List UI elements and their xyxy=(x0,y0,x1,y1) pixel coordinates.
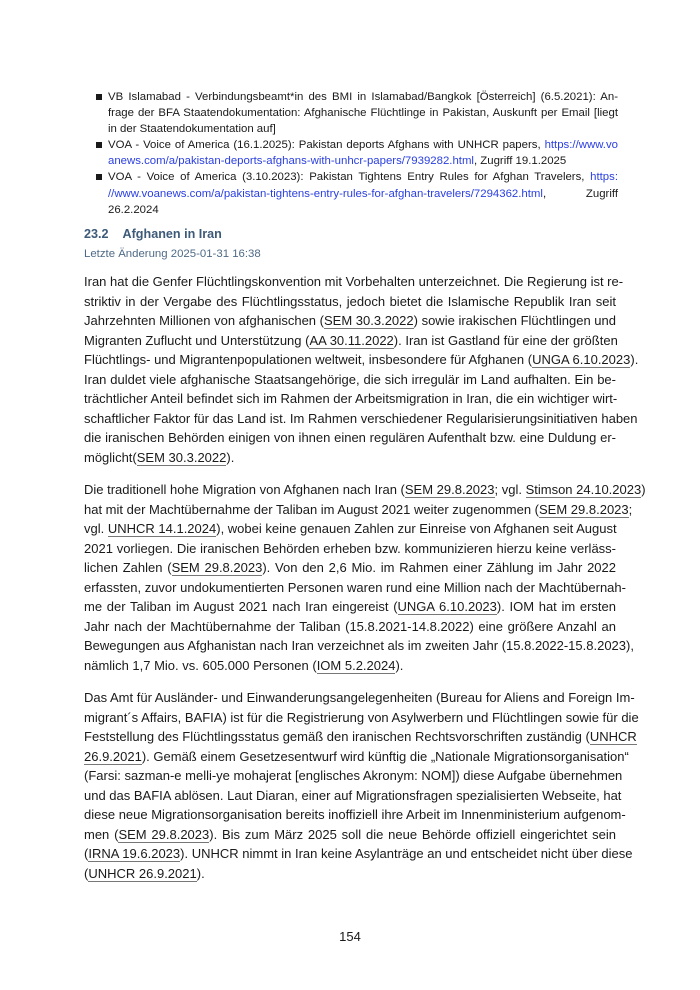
text-line xyxy=(84,428,616,448)
text-segment: ), wobei keine genauen Zahlen zur Einreise von Afghanen seit August xyxy=(216,521,617,536)
text-segment: ) sowie irakischen Flüchtlingen und xyxy=(413,313,616,328)
text-segment: ). Von den 2,6 Mio. im Rahmen einer Zählung im Jahr 2022 xyxy=(262,560,616,575)
text-segment: ). Gemäß einem Gesetzesentwurf wird künftig die „Nationale Migrationsorganisation“ xyxy=(141,748,629,764)
text-line xyxy=(84,786,622,806)
citation-link[interactable]: SEM 29.8.2023 xyxy=(539,501,629,517)
text-segment: Jahrzehnten Millionen von afghanischen ( xyxy=(84,313,324,328)
text-segment: ). IOM hat im ersten xyxy=(496,599,616,614)
text-line xyxy=(84,636,634,656)
page-number: 154 xyxy=(339,929,361,944)
text-segment: ). xyxy=(395,657,404,673)
text-line xyxy=(84,578,626,598)
bullet-square-icon xyxy=(96,94,102,100)
text-segment: ; xyxy=(628,501,633,517)
text-line xyxy=(84,272,624,292)
url-link[interactable]: https://www.vo xyxy=(544,139,618,152)
citation-link[interactable]: UNHCR 26.9.2021 xyxy=(88,865,197,881)
text-line xyxy=(84,844,633,864)
text-segment: Flüchtlings- und Migrantenpopulationen weltweit, insbesondere für Afghanen ( xyxy=(84,352,533,367)
text-line xyxy=(84,805,626,825)
bullet-square-icon xyxy=(96,174,102,180)
text-segment: VB Islamabad - Verbindungsbeamt*in des BMI in Islamabad/Bangkok [Österreich] (6.5.2021): An- xyxy=(108,91,618,103)
text-segment: möglicht( xyxy=(84,449,137,465)
text-line xyxy=(84,825,616,845)
text-line xyxy=(84,500,633,520)
text-segment: Das Amt für Ausländer- und Einwanderungsangelegenheiten (Bureau for Aliens and Foreign Im- xyxy=(84,690,635,705)
text-line xyxy=(84,688,635,708)
url-link[interactable]: anews.com/a/pakistan-deports-afghans-with-unhcr-papers/7939282.html xyxy=(108,155,474,168)
text-segment: ). Iran ist Gastland für eine der größten xyxy=(393,332,618,348)
text-segment: ( xyxy=(84,846,89,861)
text-line xyxy=(84,480,646,500)
text-line xyxy=(84,389,616,409)
text-line xyxy=(84,448,616,468)
text-segment: Iran duldet viele afghanische Staatsangehörige, die sich irregulär im Land aufhalten. Ein be- xyxy=(84,371,616,387)
text-line xyxy=(108,137,618,153)
text-segment: Iran hat die Genfer Flüchtlingskonvention mit Vorbehalten unterzeichnet. Die Regierung ist re- xyxy=(84,274,624,289)
text-segment: VOA - Voice of America (3.10.2023): Pakistan Tightens Entry Rules for Afghan Travelers, xyxy=(108,171,591,184)
paragraph xyxy=(84,272,639,467)
text-segment: erfassten, zuvor undokumentierten Personen waren rund eine Million nach der Machtübernah- xyxy=(84,579,626,595)
text-segment: nämlich 1,7 Mio. vs. 605.000 Personen ( xyxy=(84,657,317,673)
text-line xyxy=(84,409,638,429)
text-line xyxy=(84,558,616,578)
citation-link[interactable]: IRNA 19.6.2023 xyxy=(88,846,181,861)
text-segment: ). xyxy=(226,449,235,465)
citation-link[interactable]: Stimson 24.10.2023 xyxy=(525,482,642,497)
text-segment: migrant´s Affairs, BAFIA) ist für die Registrierung von Asylwerbern und Flüchtlingen sowie für die xyxy=(84,709,639,725)
list-item xyxy=(96,89,618,137)
text-line xyxy=(108,105,618,121)
text-line xyxy=(84,766,623,786)
citation-link[interactable]: SEM 29.8.2023 xyxy=(118,826,210,842)
text-segment: ). xyxy=(630,352,639,367)
text-segment: Bewegungen aus Afghanistan nach Iran verzeichnet als im zweiten Jahr (15.8.2022-15.8.2023), xyxy=(84,638,634,653)
text-segment: ; vgl. xyxy=(494,482,526,497)
citation-link[interactable]: SEM 29.8.2023 xyxy=(171,560,263,575)
text-line xyxy=(84,597,616,617)
text-line xyxy=(84,350,639,370)
citation-link[interactable]: UNGA 6.10.2023 xyxy=(532,352,631,367)
text-segment: men ( xyxy=(84,826,119,842)
text-line xyxy=(108,153,618,169)
source-list xyxy=(96,89,618,218)
text-segment: ). Bis zum März 2025 soll die neue Behörde offiziell eingerichtet sein xyxy=(209,826,616,842)
section-number: 23.2 xyxy=(84,227,109,241)
text-line xyxy=(84,539,616,559)
text-line xyxy=(84,727,637,747)
citation-link[interactable]: AA 30.11.2022 xyxy=(309,332,394,348)
list-item xyxy=(96,169,618,217)
text-segment: 26.2.2024 xyxy=(108,203,159,216)
text-line xyxy=(84,656,616,676)
section-heading xyxy=(84,227,222,241)
list-item xyxy=(96,137,618,169)
last-changed: Letzte Änderung 2025-01-31 16:38 xyxy=(84,248,261,260)
citation-link[interactable]: SEM 29.8.2023 xyxy=(404,482,495,497)
citation-link[interactable]: SEM 30.3.2022 xyxy=(136,449,227,465)
text-line xyxy=(84,519,616,539)
text-line xyxy=(84,864,616,884)
citation-link[interactable]: UNGA 6.10.2023 xyxy=(397,599,497,614)
text-line xyxy=(108,169,618,185)
text-line xyxy=(84,708,639,728)
text-segment: Feststellung des Flüchtlingsstatus gemäß den iranischen Rechtsvorschriften zuständig ( xyxy=(84,729,590,744)
citation-link[interactable]: SEM 30.3.2022 xyxy=(323,313,414,328)
text-segment: ). xyxy=(196,865,205,881)
text-segment: in der Staatendokumentation auf] xyxy=(108,123,276,136)
section-title: Afghanen in Iran xyxy=(122,227,222,241)
text-segment: und das BAFIA ablösen. Laut Diaran, einer auf Migrationsfragen spezialisierten Webseite, hat xyxy=(84,787,622,803)
text-line xyxy=(108,121,618,137)
text-segment: Die traditionell hohe Migration von Afghanen nach Iran ( xyxy=(84,482,405,497)
text-line xyxy=(108,202,618,218)
text-segment: striktiv in der Vergabe des Flüchtlingsstatus, jedoch bietet die Islamische Republik Iran seit xyxy=(84,293,616,309)
citation-link[interactable]: UNHCR 14.1.2024 xyxy=(107,521,217,536)
text-segment: schaftlicher Faktor für das Land ist. Im Rahmen verschiedener Regularisierungsinitiativen haben xyxy=(84,410,638,426)
text-segment: frage der BFA Staatendokumentation: Afghanische Flüchtlinge in Pakistan, Auskunft per Email [liegt xyxy=(108,107,618,120)
text-segment: Migranten Zuflucht und Unterstützung ( xyxy=(84,332,310,348)
citation-link[interactable]: UNHCR xyxy=(589,729,637,744)
url-link[interactable]: https: xyxy=(590,171,618,184)
citation-link[interactable]: 26.9.2021 xyxy=(84,748,142,764)
url-link[interactable]: //www.voanews.com/a/pakistan-tightens-entry-rules-for-afghan-travelers/7294362.html xyxy=(108,187,543,200)
text-segment: vgl. xyxy=(84,521,108,536)
text-segment: die iranischen Behörden einigen von ihnen einen regulären Aufenthalt bzw. eine Duldung er- xyxy=(84,430,616,445)
text-line xyxy=(84,311,616,331)
text-segment: 2021 vorliegen. Die iranischen Behörden erheben bzw. kommunizieren hierzu keine verläss- xyxy=(84,540,616,556)
text-line xyxy=(84,331,616,351)
text-segment: ( xyxy=(84,865,89,881)
text-segment: , Zugriff xyxy=(542,187,618,200)
section-body xyxy=(84,272,646,896)
text-segment: ). UNHCR nimmt in Iran keine Asylanträge an und entscheidet nicht über diese xyxy=(180,846,633,861)
text-segment: lichen Zahlen ( xyxy=(84,560,172,575)
text-segment: (Farsi: sazman-e melli-ye mohajerat [englisches Akronym: NOM]) diese Aufgabe übernehmen xyxy=(84,768,623,783)
text-segment: VOA - Voice of America (16.1.2025): Pakistan deports Afghans with UNHCR papers, xyxy=(108,139,545,152)
paragraph xyxy=(84,480,646,675)
text-line xyxy=(84,370,616,390)
text-segment: , Zugriff 19.1.2025 xyxy=(473,155,567,168)
bullet-square-icon xyxy=(96,142,102,148)
text-line xyxy=(108,89,618,105)
text-line xyxy=(84,747,629,767)
text-line xyxy=(84,617,616,637)
text-line xyxy=(84,292,616,312)
text-segment: hat mit der Machtübernahme der Taliban im August 2021 weiter zugenommen ( xyxy=(84,501,540,517)
paragraph xyxy=(84,688,639,883)
text-segment: ) xyxy=(641,482,646,497)
citation-link[interactable]: IOM 5.2.2024 xyxy=(316,657,396,673)
text-segment: Jahr nach der Machtübernahme der Taliban (15.8.2021-14.8.2022) eine größere Anzahl an xyxy=(84,618,616,634)
text-segment: me der Taliban im August 2021 nach Iran eingereist ( xyxy=(84,599,398,614)
text-segment: trächtlicher Anteil befindet sich im Rahmen der Arbeitsmigration in Iran, die ein wichtiger wirt- xyxy=(84,391,618,406)
text-segment: diese neue Migrationsorganisation bereits inoffiziell ihre Arbeit im Innenministerium aufgenom- xyxy=(84,807,626,822)
text-line xyxy=(108,186,618,202)
